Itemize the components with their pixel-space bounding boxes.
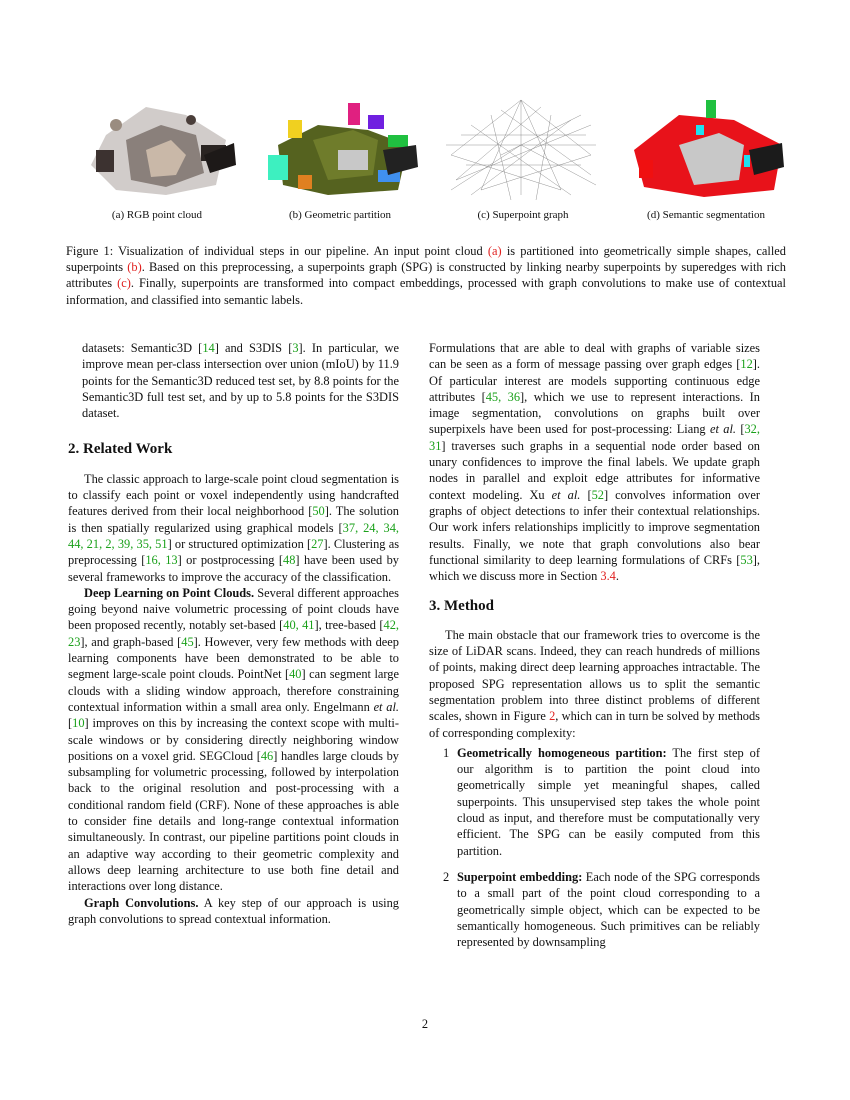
page-number: 2 xyxy=(421,1017,429,1031)
citation[interactable]: 45 xyxy=(181,634,194,649)
figure-ref-a[interactable]: (a) xyxy=(487,244,502,258)
list-item-number: 2 xyxy=(443,869,450,884)
superpoint-graph-image xyxy=(441,95,603,203)
subcaption-b: (b) Geometric partition xyxy=(288,209,392,221)
citation[interactable]: 53 xyxy=(740,552,753,567)
citation[interactable]: 50 xyxy=(312,504,325,519)
section-ref[interactable]: 3.4 xyxy=(600,569,616,584)
list-item xyxy=(429,745,760,859)
paragraph-title: Graph Convolutions. xyxy=(84,895,199,910)
citation[interactable]: 42, 23 xyxy=(68,618,399,649)
citation[interactable]: 46 xyxy=(260,748,274,763)
method-paragraph: The main obstacle that our framework tries to overcome is the size of LiDAR scans. Indeed, they can reach hundreds of millions of points, making direct deep learning approaches intractable. The proposed SPG representation allows us to split the semantic segmentation problem into three distinct problems of different scales, shown in Figure 2, which can in turn be solved by methods of corresponding complexity: xyxy=(429,627,761,740)
list-item-title: Superpoint embedding: xyxy=(457,869,583,884)
citation[interactable]: 12 xyxy=(740,357,753,372)
citation[interactable]: 40, 41 xyxy=(283,618,315,633)
figure-ref[interactable]: 2 xyxy=(549,709,556,724)
subcaption-d: (d) Semantic segmentation xyxy=(647,209,765,221)
subcaption-a: (a) RGB point cloud xyxy=(111,209,203,221)
subcaption-c: (c) Superpoint graph xyxy=(477,209,569,221)
figure-ref-b[interactable]: (b) xyxy=(127,260,142,275)
graph-formulations-paragraph: Formulations that are able to deal with graphs of variable sizes can be seen as a form of message passing over graph edges [12]. Of particular interest are models supporting continuous edge attributes [45, 36], which we use to represent interactions. In image segmentation, convolutions on graphs built over superpixels have been used for post-processing: Liang et al. [32, 31] traverses such graphs in a sequential node order based on unary confidences to improve the final labels. We update graph nodes in parallel and exploit edge attributes for informative context modeling. Xu et al. [52] convolves information over graphs of object detections to infer their contextual relationships. Our work infers relationships implicitly to improve segmentation results. Finally, we note that graph convolutions also bear functional similarity to deep learning formulations of CRFs [53], which we discuss more in Section 3.4. xyxy=(429,341,760,584)
deep-learning-paragraph: Deep Learning on Point Clouds. Several different approaches going beyond naive volumetric processing of point clouds have been proposed recently, notably set-based [40, 41], tree-based [42, 23], and graph-based [45]. However, very few methods with deep learning components have been demonstrated to be able to segment large-scale point clouds. PointNet [40] can segment large clouds with a sliding window approach, therefore constraining contextual information within a small area only. Engelmann et al. [10] improves on this by increasing the context scope with multi-scale windows or by considering directly neighboring window positions on a voxel grid. SEGCloud [46] handles large clouds by subsampling for volumetric processing, followed by interpolation back to the original resolution and post-processing with a conditional random field (CRF). None of these approaches is able to consider fine details and long-range contextual information simultaneously. In contrast, our pipeline partitions point clouds in an adaptive way according to their geometric complexity and allows deep learning architecture to use both fine detail and interactions over long distance. xyxy=(68,585,399,894)
method-heading: 3. Method xyxy=(429,598,494,615)
intro-paragraph: datasets: Semantic3D [14] and S3DIS [3]. In particular, we improve mean per-class intersection over union (mIoU) by 11.9 points for the Semantic3D reduced test set, by 8.8 points for the Semantic3D full test set, and by up to 5.8 points for the S3DIS dataset. xyxy=(82,341,399,421)
paragraph-title: Deep Learning on Point Clouds. xyxy=(84,585,255,600)
left-column xyxy=(68,340,399,927)
right-column xyxy=(429,340,760,950)
citation[interactable]: 16, 13 xyxy=(145,553,178,568)
citation[interactable]: 10 xyxy=(72,716,85,731)
rgb-point-cloud-image xyxy=(76,95,238,203)
geometric-partition-image xyxy=(258,95,420,203)
graph-convolutions-paragraph: Graph Convolutions. A key step of our approach is using graph convolutions to spread contextual information. xyxy=(68,895,399,926)
citation[interactable]: 45, 36 xyxy=(485,389,521,404)
semantic-segmentation-image xyxy=(624,95,786,203)
citation[interactable]: 40 xyxy=(289,667,302,682)
figure-caption: Figure 1: Visualization of individual steps in our pipeline. An input point cloud (a) is partitioned into geometrically simple shapes, called superpoints (b). Based on this preprocessing, a superpoints graph (SPG) is constructed by linking nearby superpoints by superedges with rich attributes (c). Finally, superpoints are transformed into compact embeddings, processed with graph convolutions to make use of contextual information, and classified into semantic labels. xyxy=(66,244,786,307)
citation[interactable]: 52 xyxy=(591,487,604,502)
citation[interactable]: 32, 31 xyxy=(429,422,760,453)
related-work-paragraph: The classic approach to large-scale point cloud segmentation is to classify each point or voxel independently using handcrafted features derived from their local neighborhood [50]. The solution is then spatially regularized using graphical models [37, 24, 34, 44, 21, 2, 39, 35, 51] or structured optimization [27]. Clustering as preprocessing [16, 13] or postprocessing [48] have been used by several frameworks to improve the accuracy of the classification. xyxy=(68,471,400,584)
list-item-text: The first step of our algorithm is to partition the point cloud into geometrically simple yet meaningful shapes, called superpoints. This unsupervised step takes the whole point cloud as input, and therefore must be computationally very efficient. The SPG can be easily computed from this partition. xyxy=(457,745,760,858)
citation[interactable]: 14 xyxy=(202,341,215,355)
related-work-heading: 2. Related Work xyxy=(68,441,173,458)
figure-ref-c[interactable]: (c) xyxy=(117,276,131,291)
list-item-number: 1 xyxy=(443,745,450,760)
citation[interactable]: 3 xyxy=(292,341,299,355)
citation[interactable]: 27 xyxy=(311,536,324,551)
citation[interactable]: 48 xyxy=(283,553,296,568)
list-item-text: Each node of the SPG corresponds to a small part of the point cloud corresponding to a geometrically simple object, which can be expected to be semantically homogeneous. Such primitives can be reliably represented by downsampling xyxy=(457,869,760,950)
list-item xyxy=(429,869,760,950)
list-item-title: Geometrically homogeneous partition: xyxy=(457,745,667,760)
citation[interactable]: 37, 24, 34, 44, 21, 2, 39, 35, 51 xyxy=(68,520,399,551)
